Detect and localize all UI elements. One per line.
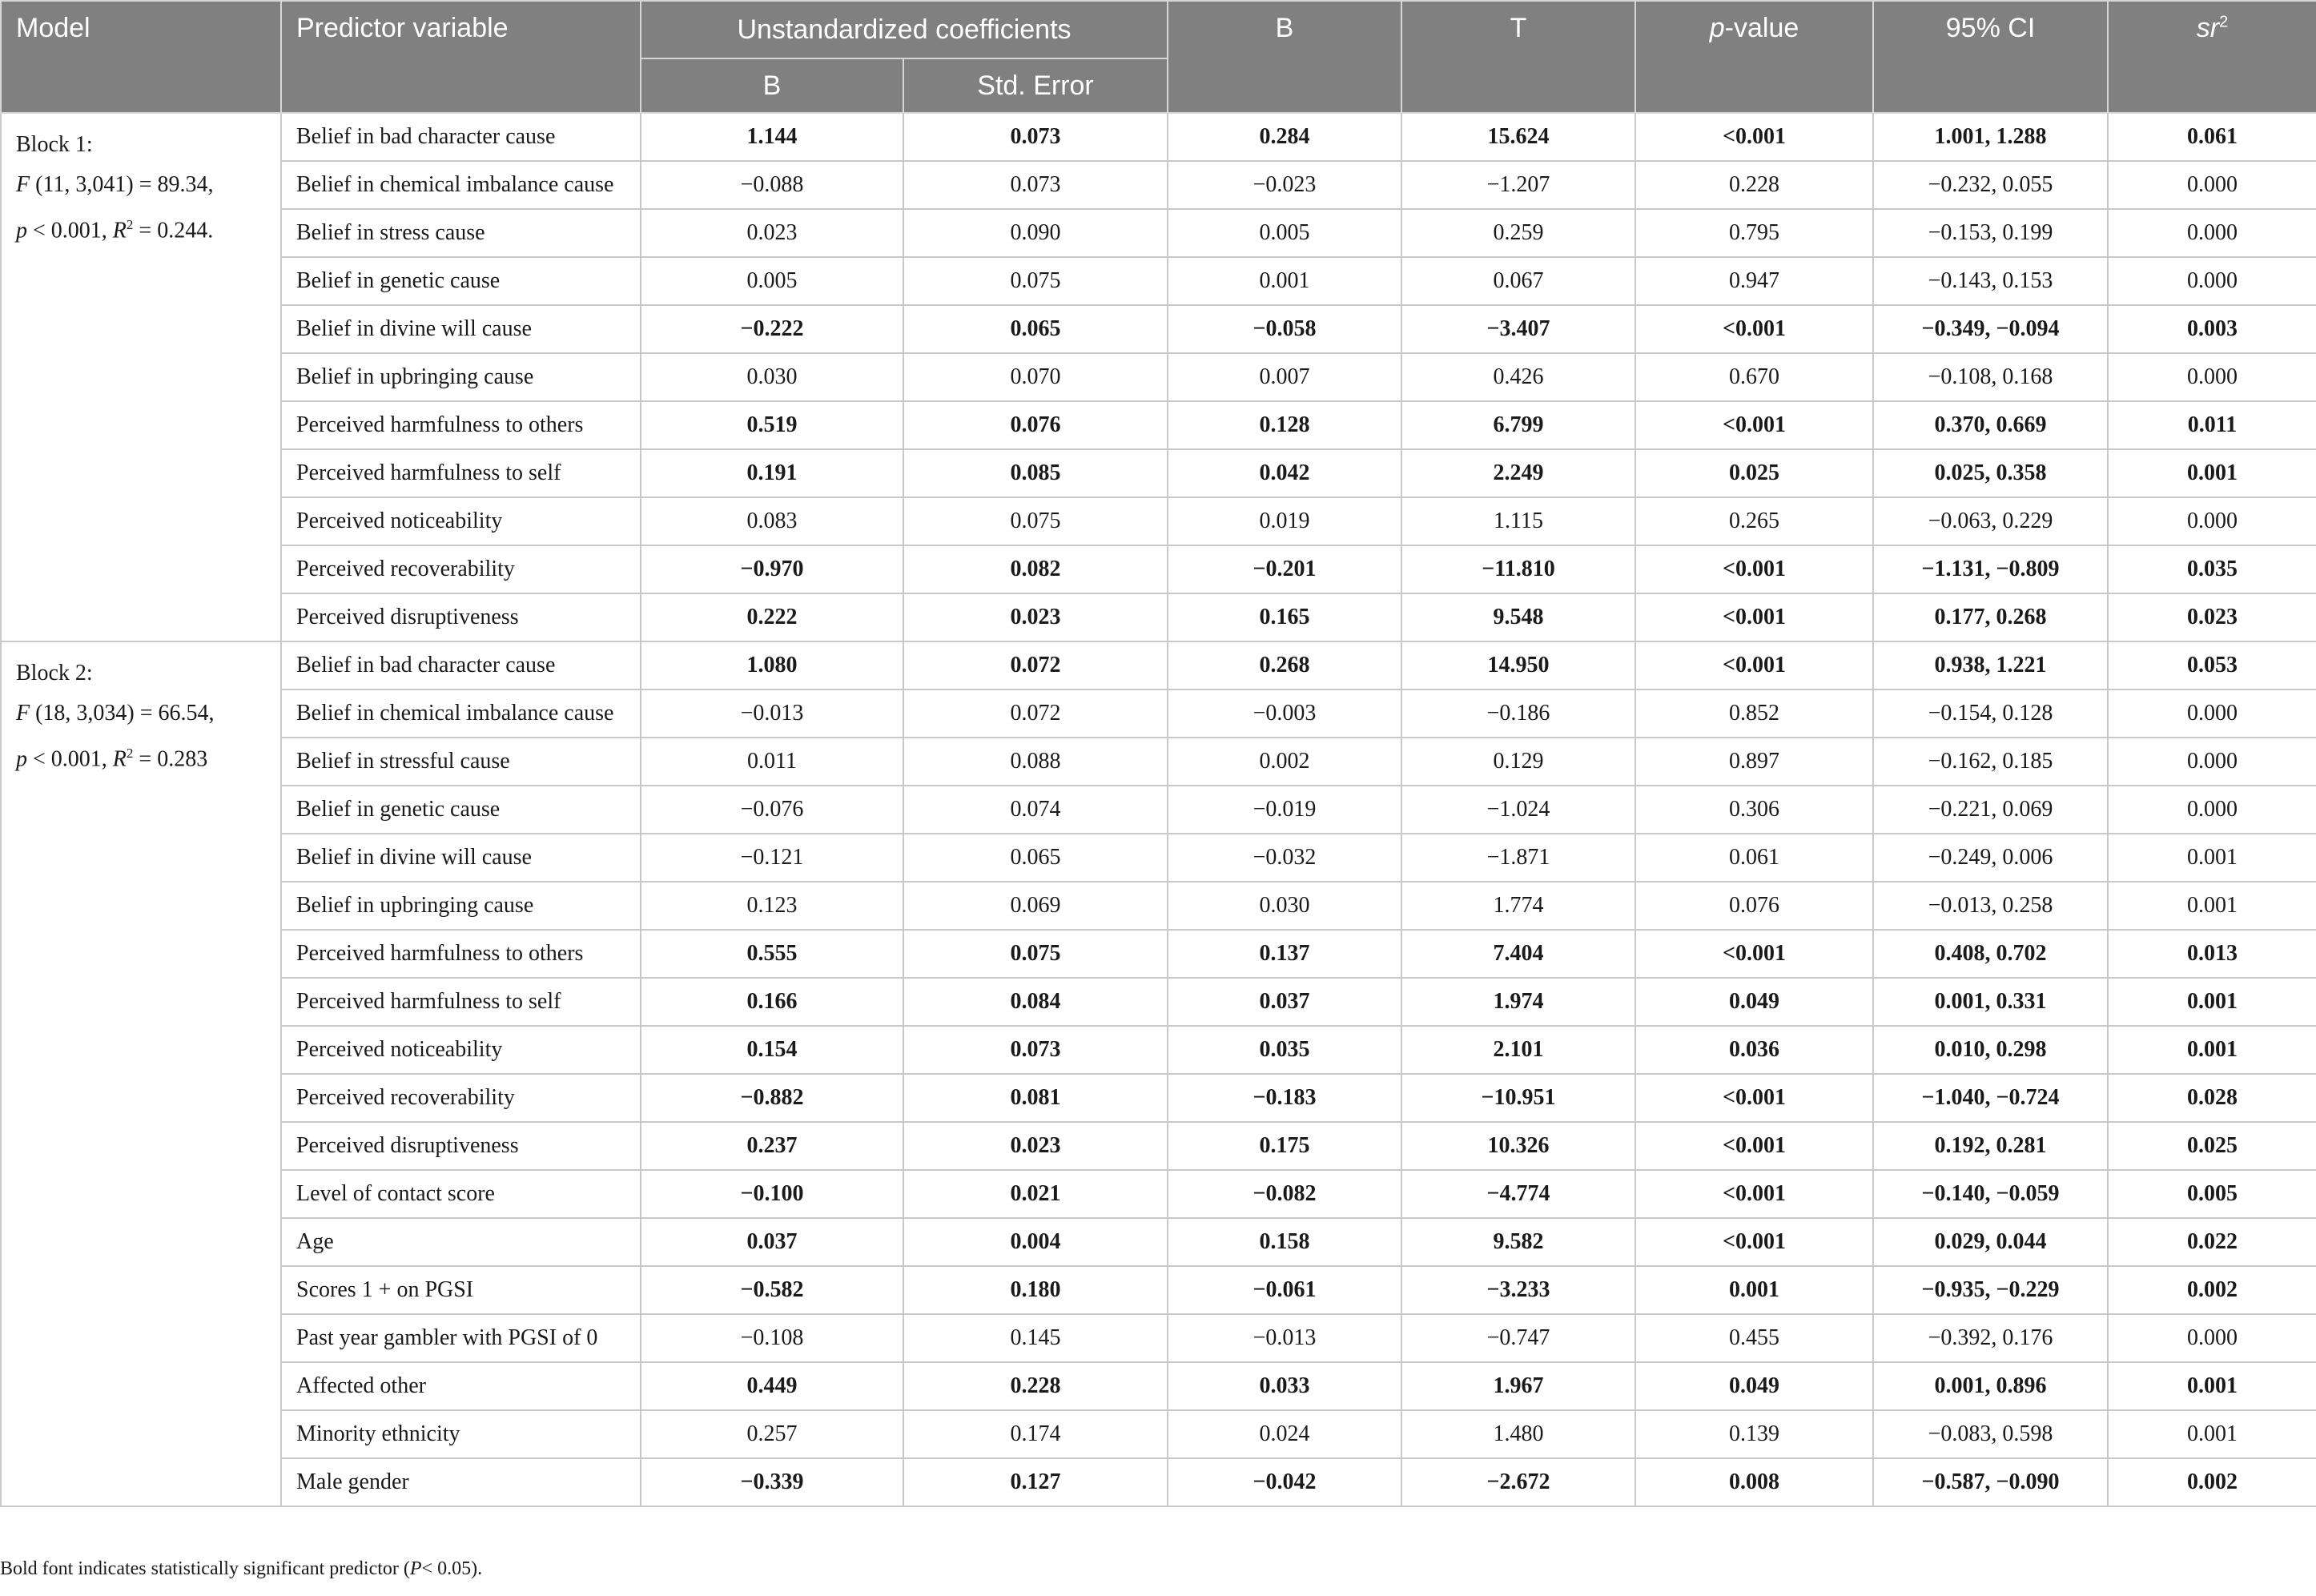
coef-b-cell: −0.108: [641, 1314, 903, 1362]
ci-cell: −0.154, 0.128: [1873, 689, 2108, 738]
footnote-text-before: Bold font indicates statistically significant predictor (: [0, 1558, 410, 1579]
ci-cell: −0.063, 0.229: [1873, 497, 2108, 545]
ci-cell: −0.587, −0.090: [1873, 1458, 2108, 1506]
coef-b-cell: 0.519: [641, 401, 903, 449]
ci-cell: 0.370, 0.669: [1873, 401, 2108, 449]
footnote-text-after: < 0.05).: [421, 1558, 483, 1579]
std-error-cell: 0.088: [903, 738, 1168, 786]
coef-b-cell: 0.123: [641, 882, 903, 930]
coef-b-cell: −0.121: [641, 834, 903, 882]
p-value-cell: <0.001: [1635, 1074, 1873, 1122]
t-value-cell: −3.233: [1401, 1266, 1635, 1314]
sr2-cell: 0.035: [2108, 545, 2316, 593]
p-value-cell: 0.008: [1635, 1458, 1873, 1506]
block-f: F: [16, 172, 30, 197]
table-row: [1, 738, 2316, 786]
predictor-name: Minority ethnicity: [281, 1410, 641, 1458]
std-error-cell: 0.021: [903, 1170, 1168, 1218]
footnote-p: P: [409, 1558, 422, 1579]
block-r-rest: = 0.244.: [133, 218, 214, 243]
std-error-cell: 0.072: [903, 641, 1168, 689]
header-sr-italic: sr: [2196, 13, 2220, 43]
beta-cell: 0.158: [1168, 1218, 1401, 1266]
p-value-cell: 0.049: [1635, 978, 1873, 1026]
p-value-cell: <0.001: [1635, 401, 1873, 449]
table-row: [1, 1362, 2316, 1410]
predictor-name: Affected other: [281, 1362, 641, 1410]
coef-b-cell: −0.582: [641, 1266, 903, 1314]
sr2-cell: 0.000: [2108, 786, 2316, 834]
coef-b-cell: 0.154: [641, 1026, 903, 1074]
sr2-cell: 0.001: [2108, 449, 2316, 497]
beta-cell: 0.005: [1168, 209, 1401, 257]
table-row: [1, 930, 2316, 978]
p-value-cell: 0.455: [1635, 1314, 1873, 1362]
predictor-name: Belief in genetic cause: [281, 257, 641, 305]
sr2-cell: 0.013: [2108, 930, 2316, 978]
table-row: [1, 1218, 2316, 1266]
block-df: (11, 3,041) = 89.34,: [30, 172, 214, 197]
sr2-cell: 0.000: [2108, 689, 2316, 738]
header-p-italic: p: [1709, 13, 1725, 43]
std-error-cell: 0.075: [903, 497, 1168, 545]
header-unstandardized: Unstandardized coefficients: [641, 1, 1168, 58]
coef-b-cell: 0.005: [641, 257, 903, 305]
std-error-cell: 0.023: [903, 1122, 1168, 1170]
predictor-name: Belief in bad character cause: [281, 113, 641, 161]
predictor-name: Perceived recoverability: [281, 1074, 641, 1122]
p-value-cell: 0.265: [1635, 497, 1873, 545]
std-error-cell: 0.082: [903, 545, 1168, 593]
beta-cell: 0.007: [1168, 353, 1401, 401]
std-error-cell: 0.076: [903, 401, 1168, 449]
beta-cell: −0.082: [1168, 1170, 1401, 1218]
predictor-name: Belief in genetic cause: [281, 786, 641, 834]
ci-cell: 0.001, 0.896: [1873, 1362, 2108, 1410]
header-p-rest: -value: [1724, 13, 1799, 43]
std-error-cell: 0.070: [903, 353, 1168, 401]
sr2-cell: 0.000: [2108, 1314, 2316, 1362]
block-p-rest: < 0.001,: [27, 746, 113, 772]
sr2-cell: 0.023: [2108, 593, 2316, 641]
block-p-rest: < 0.001,: [27, 218, 113, 243]
std-error-cell: 0.073: [903, 113, 1168, 161]
beta-cell: 0.284: [1168, 113, 1401, 161]
t-value-cell: −0.747: [1401, 1314, 1635, 1362]
coef-b-cell: 0.083: [641, 497, 903, 545]
ci-cell: −0.349, −0.094: [1873, 305, 2108, 353]
ci-cell: −0.249, 0.006: [1873, 834, 2108, 882]
p-value-cell: <0.001: [1635, 1122, 1873, 1170]
footnote: [0, 1558, 482, 1580]
t-value-cell: 10.326: [1401, 1122, 1635, 1170]
coef-b-cell: −0.222: [641, 305, 903, 353]
std-error-cell: 0.081: [903, 1074, 1168, 1122]
beta-cell: −0.183: [1168, 1074, 1401, 1122]
model-cell-block-2: [1, 641, 281, 1506]
beta-cell: 0.268: [1168, 641, 1401, 689]
block-r: R: [112, 218, 127, 243]
t-value-cell: 0.426: [1401, 353, 1635, 401]
table-row: [1, 545, 2316, 593]
table-row: [1, 1458, 2316, 1506]
coef-b-cell: 0.166: [641, 978, 903, 1026]
ci-cell: −0.143, 0.153: [1873, 257, 2108, 305]
block-label: Block 1:: [16, 132, 93, 157]
t-value-cell: −2.672: [1401, 1458, 1635, 1506]
table-row: [1, 497, 2316, 545]
std-error-cell: 0.075: [903, 930, 1168, 978]
predictor-name: Belief in stress cause: [281, 209, 641, 257]
block-r-rest: = 0.283: [133, 746, 208, 772]
p-value-cell: <0.001: [1635, 641, 1873, 689]
ci-cell: 0.029, 0.044: [1873, 1218, 2108, 1266]
sr2-cell: 0.061: [2108, 113, 2316, 161]
coef-b-cell: −0.882: [641, 1074, 903, 1122]
table-row: [1, 1122, 2316, 1170]
predictor-name: Male gender: [281, 1458, 641, 1506]
std-error-cell: 0.090: [903, 209, 1168, 257]
std-error-cell: 0.075: [903, 257, 1168, 305]
sr2-cell: 0.002: [2108, 1266, 2316, 1314]
p-value-cell: 0.228: [1635, 161, 1873, 209]
predictor-name: Perceived disruptiveness: [281, 1122, 641, 1170]
beta-cell: 0.165: [1168, 593, 1401, 641]
predictor-name: Belief in divine will cause: [281, 305, 641, 353]
sr2-cell: 0.001: [2108, 1410, 2316, 1458]
header-b: B: [641, 58, 903, 113]
p-value-cell: 0.947: [1635, 257, 1873, 305]
header-predictor: Predictor variable: [281, 1, 641, 113]
table-row: [1, 1266, 2316, 1314]
beta-cell: 0.019: [1168, 497, 1401, 545]
predictor-name: Perceived disruptiveness: [281, 593, 641, 641]
coef-b-cell: 0.023: [641, 209, 903, 257]
coef-b-cell: −0.076: [641, 786, 903, 834]
p-value-cell: <0.001: [1635, 113, 1873, 161]
coef-b-cell: −0.339: [641, 1458, 903, 1506]
beta-cell: 0.002: [1168, 738, 1401, 786]
p-value-cell: <0.001: [1635, 1218, 1873, 1266]
block-r-sup: 2: [126, 746, 134, 761]
p-value-cell: <0.001: [1635, 593, 1873, 641]
t-value-cell: −1.871: [1401, 834, 1635, 882]
sr2-cell: 0.001: [2108, 978, 2316, 1026]
beta-cell: 0.024: [1168, 1410, 1401, 1458]
block-p: p: [16, 218, 27, 243]
std-error-cell: 0.074: [903, 786, 1168, 834]
std-error-cell: 0.174: [903, 1410, 1168, 1458]
p-value-cell: <0.001: [1635, 545, 1873, 593]
beta-cell: 0.128: [1168, 401, 1401, 449]
coef-b-cell: 0.222: [641, 593, 903, 641]
sr2-cell: 0.000: [2108, 738, 2316, 786]
t-value-cell: 2.101: [1401, 1026, 1635, 1074]
t-value-cell: −1.207: [1401, 161, 1635, 209]
std-error-cell: 0.145: [903, 1314, 1168, 1362]
header-model: Model: [1, 1, 281, 113]
beta-cell: −0.013: [1168, 1314, 1401, 1362]
beta-cell: −0.003: [1168, 689, 1401, 738]
t-value-cell: 1.967: [1401, 1362, 1635, 1410]
std-error-cell: 0.065: [903, 834, 1168, 882]
ci-cell: 0.177, 0.268: [1873, 593, 2108, 641]
block-p: p: [16, 746, 27, 772]
block-r-sup: 2: [126, 217, 134, 232]
coef-b-cell: −0.100: [641, 1170, 903, 1218]
ci-cell: −0.083, 0.598: [1873, 1410, 2108, 1458]
predictor-name: Scores 1 + on PGSI: [281, 1266, 641, 1314]
std-error-cell: 0.127: [903, 1458, 1168, 1506]
p-value-cell: 0.139: [1635, 1410, 1873, 1458]
beta-cell: −0.032: [1168, 834, 1401, 882]
coef-b-cell: 0.011: [641, 738, 903, 786]
p-value-cell: 0.852: [1635, 689, 1873, 738]
ci-cell: 0.001, 0.331: [1873, 978, 2108, 1026]
table-row: [1, 593, 2316, 641]
block-df: (18, 3,034) = 66.54,: [30, 701, 215, 726]
sr2-cell: 0.001: [2108, 1026, 2316, 1074]
block-label: Block 2:: [16, 661, 93, 685]
table-body: [1, 113, 2316, 1506]
p-value-cell: 0.001: [1635, 1266, 1873, 1314]
p-value-cell: <0.001: [1635, 305, 1873, 353]
table-row: [1, 978, 2316, 1026]
table-header: [1, 1, 2316, 113]
p-value-cell: 0.061: [1635, 834, 1873, 882]
coef-b-cell: 0.449: [641, 1362, 903, 1410]
ci-cell: −0.108, 0.168: [1873, 353, 2108, 401]
table-row: [1, 689, 2316, 738]
t-value-cell: 1.774: [1401, 882, 1635, 930]
std-error-cell: 0.069: [903, 882, 1168, 930]
t-value-cell: −0.186: [1401, 689, 1635, 738]
table-row: [1, 113, 2316, 161]
p-value-cell: <0.001: [1635, 930, 1873, 978]
sr2-cell: 0.002: [2108, 1458, 2316, 1506]
t-value-cell: −4.774: [1401, 1170, 1635, 1218]
table-row: [1, 786, 2316, 834]
beta-cell: −0.058: [1168, 305, 1401, 353]
std-error-cell: 0.073: [903, 161, 1168, 209]
beta-cell: −0.042: [1168, 1458, 1401, 1506]
p-value-cell: 0.306: [1635, 786, 1873, 834]
t-value-cell: 1.974: [1401, 978, 1635, 1026]
t-value-cell: 6.799: [1401, 401, 1635, 449]
predictor-name: Age: [281, 1218, 641, 1266]
table-row: [1, 641, 2316, 689]
header-ci: 95% CI: [1873, 1, 2108, 113]
beta-cell: 0.037: [1168, 978, 1401, 1026]
sr2-cell: 0.005: [2108, 1170, 2316, 1218]
sr2-cell: 0.000: [2108, 353, 2316, 401]
t-value-cell: 14.950: [1401, 641, 1635, 689]
sr2-cell: 0.000: [2108, 257, 2316, 305]
beta-cell: −0.019: [1168, 786, 1401, 834]
table-row: [1, 449, 2316, 497]
std-error-cell: 0.023: [903, 593, 1168, 641]
beta-cell: 0.001: [1168, 257, 1401, 305]
sr2-cell: 0.000: [2108, 209, 2316, 257]
beta-cell: 0.033: [1168, 1362, 1401, 1410]
t-value-cell: 1.115: [1401, 497, 1635, 545]
ci-cell: −0.221, 0.069: [1873, 786, 2108, 834]
predictor-name: Perceived recoverability: [281, 545, 641, 593]
std-error-cell: 0.004: [903, 1218, 1168, 1266]
table-row: [1, 305, 2316, 353]
header-std-error: Std. Error: [903, 58, 1168, 113]
ci-cell: −0.232, 0.055: [1873, 161, 2108, 209]
beta-cell: 0.030: [1168, 882, 1401, 930]
ci-cell: 0.192, 0.281: [1873, 1122, 2108, 1170]
t-value-cell: 2.249: [1401, 449, 1635, 497]
block-f: F: [16, 701, 30, 726]
p-value-cell: <0.001: [1635, 1170, 1873, 1218]
t-value-cell: −10.951: [1401, 1074, 1635, 1122]
table-row: [1, 1170, 2316, 1218]
beta-cell: 0.175: [1168, 1122, 1401, 1170]
coef-b-cell: 0.030: [641, 353, 903, 401]
sr2-cell: 0.025: [2108, 1122, 2316, 1170]
ci-cell: 0.025, 0.358: [1873, 449, 2108, 497]
ci-cell: 1.001, 1.288: [1873, 113, 2108, 161]
coef-b-cell: −0.088: [641, 161, 903, 209]
sr2-cell: 0.000: [2108, 161, 2316, 209]
sr2-cell: 0.028: [2108, 1074, 2316, 1122]
table-row: [1, 1314, 2316, 1362]
ci-cell: 0.408, 0.702: [1873, 930, 2108, 978]
table-row: [1, 257, 2316, 305]
std-error-cell: 0.084: [903, 978, 1168, 1026]
coef-b-cell: 1.080: [641, 641, 903, 689]
t-value-cell: −1.024: [1401, 786, 1635, 834]
t-value-cell: 1.480: [1401, 1410, 1635, 1458]
predictor-name: Perceived harmfulness to self: [281, 449, 641, 497]
coef-b-cell: −0.970: [641, 545, 903, 593]
ci-cell: −0.153, 0.199: [1873, 209, 2108, 257]
header-sr2: [2108, 1, 2316, 113]
sr2-cell: 0.003: [2108, 305, 2316, 353]
predictor-name: Belief in stressful cause: [281, 738, 641, 786]
ci-cell: 0.938, 1.221: [1873, 641, 2108, 689]
header-t: T: [1401, 1, 1635, 113]
predictor-name: Belief in chemical imbalance cause: [281, 161, 641, 209]
p-value-cell: 0.049: [1635, 1362, 1873, 1410]
predictor-name: Perceived harmfulness to others: [281, 401, 641, 449]
sr2-cell: 0.000: [2108, 497, 2316, 545]
predictor-name: Belief in bad character cause: [281, 641, 641, 689]
header-sr-sup: 2: [2219, 13, 2229, 31]
ci-cell: 0.010, 0.298: [1873, 1026, 2108, 1074]
t-value-cell: 0.259: [1401, 209, 1635, 257]
std-error-cell: 0.180: [903, 1266, 1168, 1314]
header-p-value: [1635, 1, 1873, 113]
coef-b-cell: 0.191: [641, 449, 903, 497]
t-value-cell: 0.129: [1401, 738, 1635, 786]
beta-cell: 0.035: [1168, 1026, 1401, 1074]
t-value-cell: 0.067: [1401, 257, 1635, 305]
table-row: [1, 882, 2316, 930]
coef-b-cell: −0.013: [641, 689, 903, 738]
t-value-cell: −11.810: [1401, 545, 1635, 593]
sr2-cell: 0.001: [2108, 1362, 2316, 1410]
coef-b-cell: 0.237: [641, 1122, 903, 1170]
ci-cell: −0.162, 0.185: [1873, 738, 2108, 786]
beta-cell: −0.061: [1168, 1266, 1401, 1314]
sr2-cell: 0.001: [2108, 882, 2316, 930]
ci-cell: −0.935, −0.229: [1873, 1266, 2108, 1314]
p-value-cell: 0.076: [1635, 882, 1873, 930]
t-value-cell: −3.407: [1401, 305, 1635, 353]
predictor-name: Belief in upbringing cause: [281, 353, 641, 401]
sr2-cell: 0.001: [2108, 834, 2316, 882]
block-r: R: [112, 746, 127, 772]
predictor-name: Perceived noticeability: [281, 497, 641, 545]
predictor-name: Perceived harmfulness to others: [281, 930, 641, 978]
beta-cell: −0.201: [1168, 545, 1401, 593]
t-value-cell: 7.404: [1401, 930, 1635, 978]
t-value-cell: 15.624: [1401, 113, 1635, 161]
beta-cell: 0.137: [1168, 930, 1401, 978]
header-beta: B: [1168, 1, 1401, 113]
table-row: [1, 1074, 2316, 1122]
table-row: [1, 1410, 2316, 1458]
predictor-name: Perceived harmfulness to self: [281, 978, 641, 1026]
table-row: [1, 353, 2316, 401]
std-error-cell: 0.072: [903, 689, 1168, 738]
predictor-name: Level of contact score: [281, 1170, 641, 1218]
ci-cell: −0.013, 0.258: [1873, 882, 2108, 930]
beta-cell: −0.023: [1168, 161, 1401, 209]
t-value-cell: 9.548: [1401, 593, 1635, 641]
table-row: [1, 834, 2316, 882]
std-error-cell: 0.065: [903, 305, 1168, 353]
beta-cell: 0.042: [1168, 449, 1401, 497]
ci-cell: −1.131, −0.809: [1873, 545, 2108, 593]
ci-cell: −0.140, −0.059: [1873, 1170, 2108, 1218]
table-row: [1, 1026, 2316, 1074]
sr2-cell: 0.022: [2108, 1218, 2316, 1266]
coef-b-cell: 1.144: [641, 113, 903, 161]
predictor-name: Belief in upbringing cause: [281, 882, 641, 930]
table-row: [1, 161, 2316, 209]
predictor-name: Perceived noticeability: [281, 1026, 641, 1074]
ci-cell: −0.392, 0.176: [1873, 1314, 2108, 1362]
predictor-name: Past year gambler with PGSI of 0: [281, 1314, 641, 1362]
coef-b-cell: 0.555: [641, 930, 903, 978]
table-row: [1, 401, 2316, 449]
p-value-cell: 0.036: [1635, 1026, 1873, 1074]
coef-b-cell: 0.257: [641, 1410, 903, 1458]
t-value-cell: 9.582: [1401, 1218, 1635, 1266]
sr2-cell: 0.011: [2108, 401, 2316, 449]
std-error-cell: 0.073: [903, 1026, 1168, 1074]
p-value-cell: 0.025: [1635, 449, 1873, 497]
predictor-name: Belief in chemical imbalance cause: [281, 689, 641, 738]
predictor-name: Belief in divine will cause: [281, 834, 641, 882]
std-error-cell: 0.085: [903, 449, 1168, 497]
std-error-cell: 0.228: [903, 1362, 1168, 1410]
model-cell-block-1: [1, 113, 281, 641]
p-value-cell: 0.897: [1635, 738, 1873, 786]
sr2-cell: 0.053: [2108, 641, 2316, 689]
coef-b-cell: 0.037: [641, 1218, 903, 1266]
p-value-cell: 0.670: [1635, 353, 1873, 401]
table-row: [1, 209, 2316, 257]
p-value-cell: 0.795: [1635, 209, 1873, 257]
ci-cell: −1.040, −0.724: [1873, 1074, 2108, 1122]
